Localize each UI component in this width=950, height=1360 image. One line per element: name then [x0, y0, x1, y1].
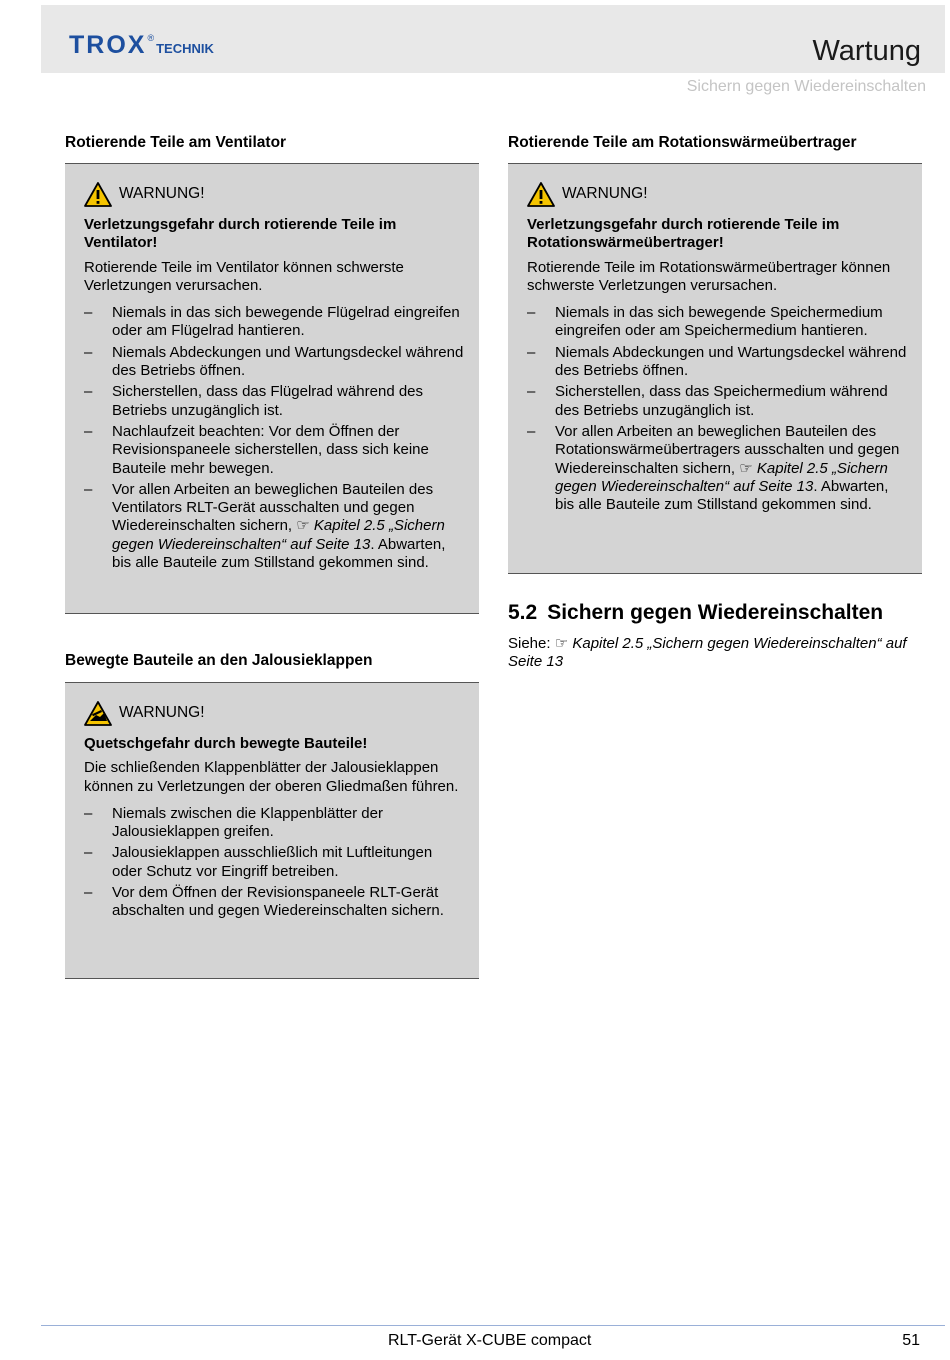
page-header: [41, 5, 945, 73]
crush-hazard-icon: [84, 701, 112, 726]
warning-list: [84, 304, 465, 572]
arrow-hand-icon: ☞: [554, 635, 569, 652]
warning-triangle-icon: [84, 182, 112, 207]
warning-label: WARNUNG!: [562, 185, 648, 203]
footer-divider: [41, 1325, 945, 1326]
warning-list: [527, 304, 908, 514]
list-item: [84, 481, 465, 572]
warning-subtitle: Verletzungsgefahr durch rotierende Teile im Rotationswärmeübertrager!: [527, 216, 840, 252]
warning-header: [84, 182, 465, 207]
warning-text: Rotierende Teile im Ventilator können schwerste Verletzungen verursachen.: [84, 258, 404, 294]
logo-subtitle: TECHNIK: [156, 41, 214, 56]
list-item: – Sicherstellen, dass das Flügelrad während des Betriebs unzugänglich ist.: [84, 383, 465, 420]
list-item: – Niemals zwischen die Klappenblätter der Jalousieklappen greifen.: [84, 805, 465, 842]
list-item-text: . Abwarten, bis alle Bauteile zum Stillstand gekommen sind.: [555, 477, 889, 514]
warning-text: Die schließenden Klappenblätter der Jalousieklappen können zu Verletzungen der oberen Gliedmaßen führen.: [84, 759, 459, 795]
warning-subtitle: Verletzungsgefahr durch rotierende Teile im Ventilator!: [84, 216, 397, 252]
chapter-link[interactable]: Kapitel 2.5 „Sichern gegen Wiedereinschalten“ auf Seite 13: [555, 459, 888, 495]
footer-document-title: RLT-Gerät X-CUBE compact: [388, 1332, 592, 1349]
arrow-hand-icon: ☞: [739, 459, 753, 477]
subchapter-title: Sichern gegen Wiedereinschalten: [686, 78, 926, 95]
warning-box-rotor: [508, 163, 922, 574]
chapter-link[interactable]: Kapitel 2.5 „Sichern gegen Wiedereinschalten“ auf Seite 13: [508, 635, 907, 671]
list-item: – Vor dem Öffnen der Revisionspaneele RLT-Gerät abschalten und gegen Wiedereinschalten sichern.: [84, 884, 465, 921]
page-number: 51: [902, 1332, 920, 1349]
warning-header: [84, 701, 465, 726]
list-item-text: Vor allen Arbeiten an beweglichen Bauteilen des Rotationswärmeübertragers ausschalten und gegen Wiedereinschalten sichern,: [555, 422, 900, 477]
list-item: [527, 423, 908, 514]
warning-box-louvre: [65, 682, 479, 979]
warning-subtitle: Quetschgefahr durch bewegte Bauteile!: [84, 735, 368, 752]
list-item: – Niemals in das sich bewegende Speichermedium eingreifen oder am Speichermedium hantieren.: [527, 304, 908, 341]
warning-box-fan: [65, 163, 479, 614]
warning-text: Rotierende Teile im Rotationswärmeübertrager können schwerste Verletzungen verursachen.: [527, 258, 891, 294]
warning-list: [84, 805, 465, 921]
logo-wordmark: TROX: [69, 31, 147, 59]
section-title-fan: Rotierende Teile am Ventilator: [65, 134, 287, 151]
logo-registered-mark: ®: [147, 33, 155, 43]
section-number: 5.2: [508, 601, 538, 624]
warning-header: [527, 182, 908, 207]
section-title-louvre: Bewegte Bauteile an den Jalousieklappen: [65, 652, 373, 669]
see-label: Siehe:: [508, 635, 551, 652]
chapter-title: Wartung: [812, 35, 921, 67]
see-reference: [508, 635, 928, 672]
section-heading-text: Sichern gegen Wiedereinschalten: [547, 601, 884, 624]
list-item: – Nachlaufzeit beachten: Vor dem Öffnen der Revisionspaneele sicherstellen, dass sich keine Bauteile mehr bewegen.: [84, 423, 465, 478]
trox-logo: [69, 31, 214, 60]
section-title-rotor: Rotierende Teile am Rotationswärmeübertrager: [508, 134, 857, 151]
chapter-link[interactable]: Kapitel 2.5 „Sichern gegen Wiedereinschalten“ auf Seite 13: [112, 517, 445, 553]
arrow-hand-icon: ☞: [296, 517, 310, 535]
list-item: – Niemals Abdeckungen und Wartungsdeckel während des Betriebs öffnen.: [84, 344, 465, 381]
list-item-text: Vor allen Arbeiten an beweglichen Bauteilen des Ventilators RLT-Gerät ausschalten und gegen Wiedereinschalten sichern,: [112, 480, 434, 535]
list-item-text: . Abwarten, bis alle Bauteile zum Stillstand gekommen sind.: [112, 535, 446, 572]
warning-label: WARNUNG!: [119, 704, 205, 722]
list-item: – Niemals Abdeckungen und Wartungsdeckel während des Betriebs öffnen.: [527, 344, 908, 381]
section-heading-5-2: [508, 601, 883, 625]
warning-triangle-icon: [527, 182, 555, 207]
list-item: – Sicherstellen, dass das Speichermedium während des Betriebs unzugänglich ist.: [527, 383, 908, 420]
list-item: – Jalousieklappen ausschließlich mit Luftleitungen oder Schutz vor Eingriff betreiben.: [84, 844, 465, 881]
warning-label: WARNUNG!: [119, 185, 205, 203]
list-item: – Niemals in das sich bewegende Flügelrad eingreifen oder am Flügelrad hantieren.: [84, 304, 465, 341]
